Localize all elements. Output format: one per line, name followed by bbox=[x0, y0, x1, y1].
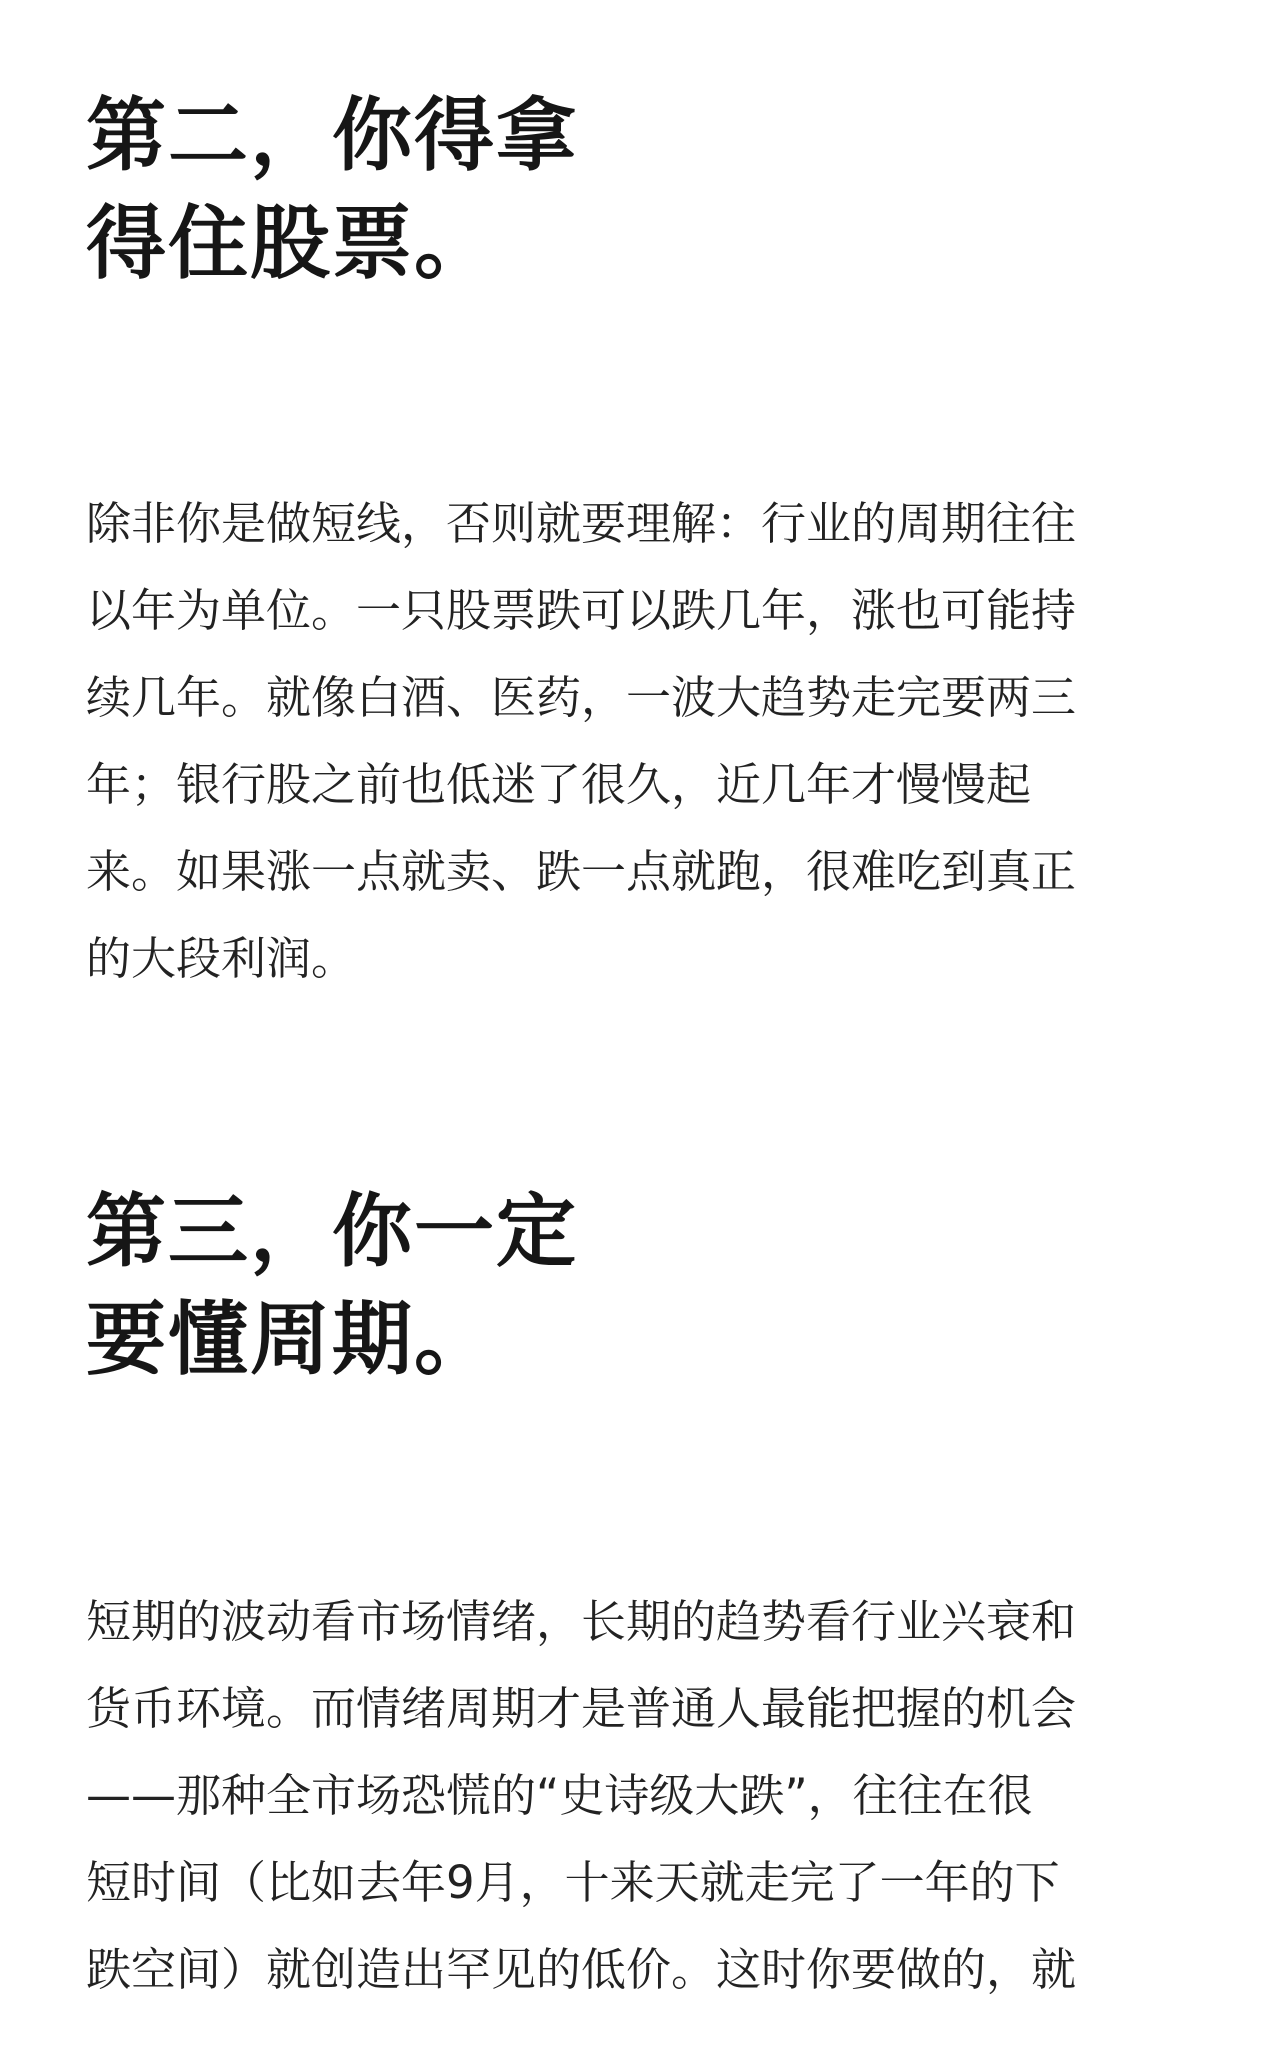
heading-line: 得住股票。 bbox=[86, 197, 496, 290]
heading-line: 第二，你得拿 bbox=[86, 89, 578, 182]
paragraph-line: 短期的波动看市场情绪，长期的趋势看行业兴衰和 bbox=[86, 1595, 1077, 1648]
heading-line: 要懂周期。 bbox=[86, 1293, 496, 1386]
paragraph-line: 货币环境。而情绪周期才是普通人最能把握的机会 bbox=[86, 1682, 1077, 1735]
section-three-paragraph bbox=[86, 1578, 1202, 2013]
section-three-heading bbox=[86, 1178, 578, 1394]
paragraph-line: 除非你是做短线，否则就要理解：行业的周期往往 bbox=[86, 497, 1077, 550]
section-two-paragraph bbox=[86, 480, 1202, 1002]
paragraph-line: 以年为单位。一只股票跌可以跌几年，涨也可能持 bbox=[86, 584, 1077, 637]
paragraph-line: 来。如果涨一点就卖、跌一点就跑，很难吃到真正 bbox=[86, 845, 1077, 898]
paragraph-line: 跌空间）就创造出罕见的低价。这时你要做的，就 bbox=[86, 1943, 1077, 1996]
section-two-heading bbox=[86, 82, 578, 298]
paragraph-line: 短时间（比如去年9月，十来天就走完了一年的下 bbox=[86, 1856, 1060, 1909]
paragraph-line: 年；银行股之前也低迷了很久，近几年才慢慢起 bbox=[86, 758, 1032, 811]
paragraph-line: 的大段利润。 bbox=[86, 932, 357, 985]
paragraph-line: ——那种全市场恐慌的“史诗级大跌”，往往在很 bbox=[86, 1769, 1033, 1822]
paragraph-line: 续几年。就像白酒、医药，一波大趋势走完要两三 bbox=[86, 671, 1077, 724]
heading-line: 第三，你一定 bbox=[86, 1185, 578, 1278]
